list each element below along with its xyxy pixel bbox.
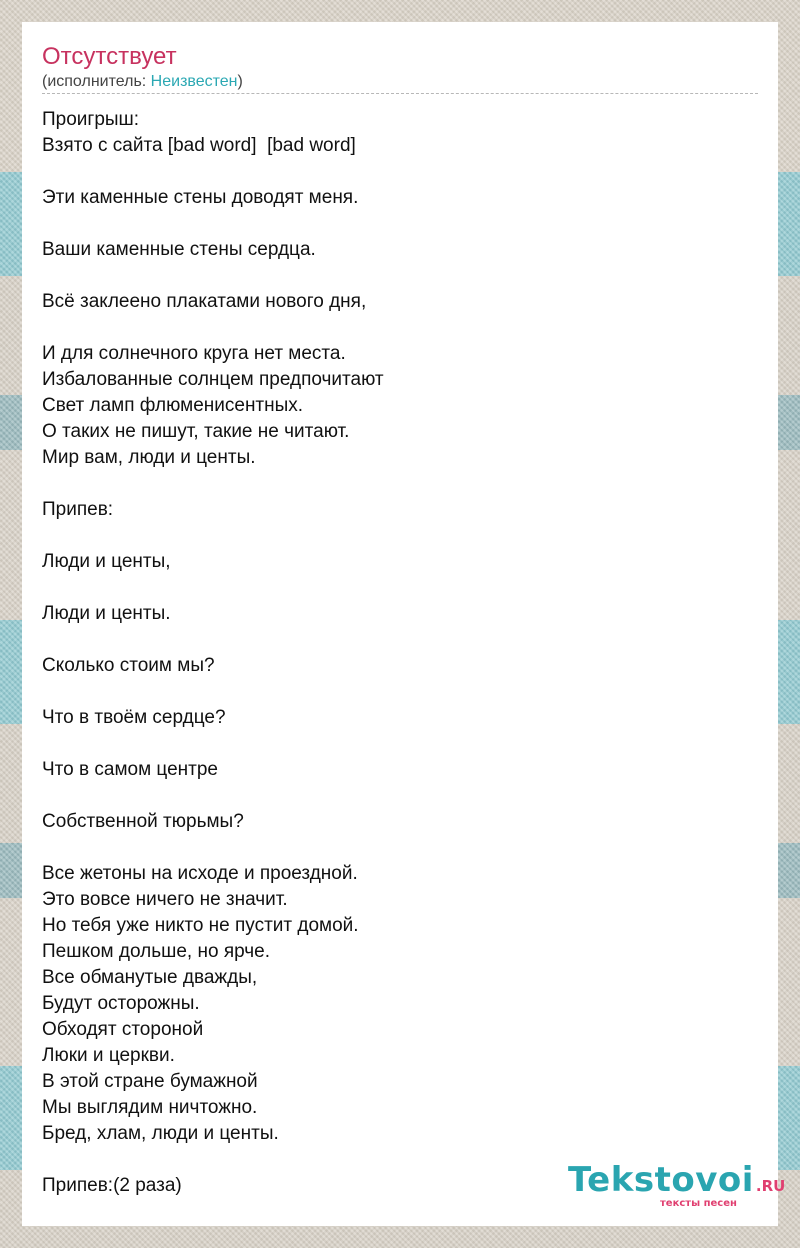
artist-link[interactable]: Неизвестен xyxy=(150,73,238,90)
lyrics-card xyxy=(22,22,786,1226)
logo-name: Tekstovoi xyxy=(568,1160,754,1200)
artist-suffix: ) xyxy=(237,73,243,90)
song-title: Отсутствует xyxy=(42,43,177,70)
lyrics-text: Проигрыш: Взято с сайта [bad word] [bad word] Эти каменные стены доводят меня. Ваши каменные стены сердца. Всё заклеено плакатами нового дня, И для солнечного круга нет места. Избалованные солнцем предпочитают Свет ламп флюменисентных. О таких не пишут, такие не читают. Мир вам, люди и центы. Припев: Люди и центы, Люди и центы. Сколько стоим мы? Что в твоём сердце? Что в самом центре Собственной тюрьмы? Все жетоны на исходе и проездной. Это вовсе ничего не значит. Но тебя уже никто не пустит домой. Пешком дольше, но ярче. Все обманутые дважды, Будут осторожны. Обходят стороной Люки и церкви. В этой стране бумажной Мы выглядим ничтожно. Бред, хлам, люди и центы. Припев:(2 раза) xyxy=(42,109,384,1196)
artist-prefix: (исполнитель: xyxy=(42,73,151,90)
artist-line xyxy=(42,73,243,91)
site-logo[interactable] xyxy=(568,1160,786,1209)
title-divider xyxy=(42,93,758,94)
logo-tld: .RU xyxy=(755,1177,786,1195)
logo-tagline: тексты песен xyxy=(660,1198,737,1209)
